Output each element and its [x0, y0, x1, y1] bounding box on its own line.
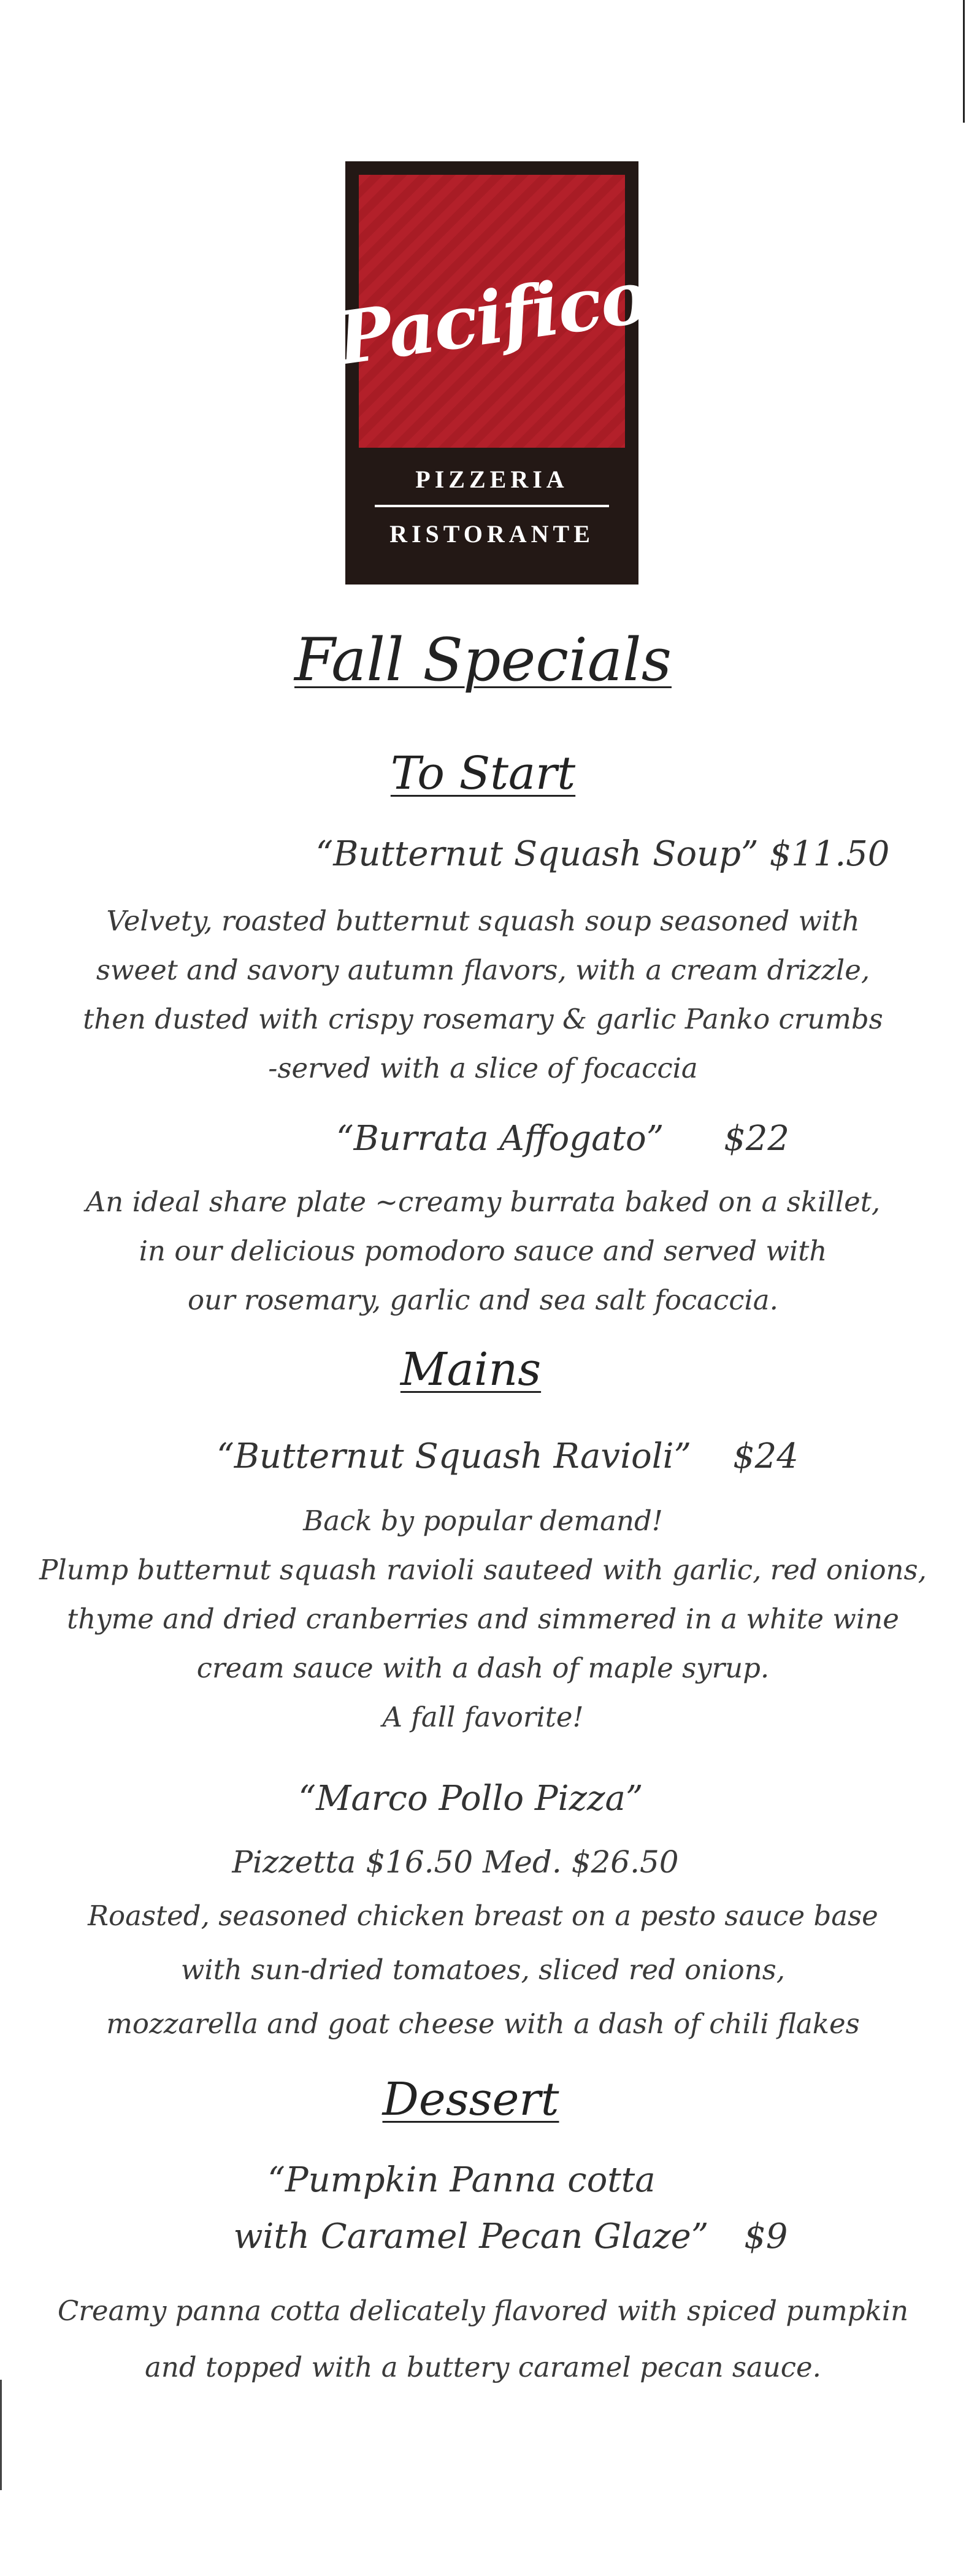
description-line: sweet and savory autumn flavors, with a cream drizzle,	[96, 954, 870, 986]
dish-name: “Butternut Squash Ravioli”	[217, 1436, 692, 1476]
dish-price: $9	[744, 2217, 788, 2256]
dish-title	[120, 834, 966, 874]
description-line: in our delicious pomodoro sauce and served with	[139, 1235, 827, 1267]
dish-price-line: Pizzetta $16.50 Med. $26.50	[232, 1844, 679, 1880]
dish-description	[0, 897, 966, 1093]
dish-price: $22	[724, 1119, 790, 1159]
logo-word-ristorante: RISTORANTE	[389, 520, 594, 548]
dish-description	[0, 2283, 966, 2396]
section-heading-mains: Mains	[400, 1343, 542, 1396]
description-line: with sun-dried tomatoes, sliced red onions,	[180, 1953, 786, 1986]
dish-description	[0, 1497, 966, 1742]
dish-name: “Butternut Squash Soup”	[315, 834, 759, 874]
description-line: Plump butternut squash ravioli sauteed with garlic, red onions,	[39, 1554, 927, 1586]
description-line: thyme and dried cranberries and simmered in a white wine	[67, 1603, 899, 1635]
description-line: A fall favorite!	[382, 1701, 584, 1733]
description-line: Roasted, seasoned chicken breast on a pesto sauce base	[88, 1899, 878, 1932]
dish-title	[0, 1779, 954, 1819]
description-line: Velvety, roasted butternut squash soup seasoned with	[106, 905, 860, 937]
section-heading-dessert: Dessert	[382, 2073, 559, 2126]
dish-title-line: “Pumpkin Panna cotta	[267, 2160, 656, 2200]
dish-title	[28, 2217, 966, 2256]
dish-price: $11.50	[769, 834, 890, 874]
dish-name: “Burrata Affogato”	[335, 1119, 664, 1159]
description-line: and topped with a buttery caramel pecan sauce.	[145, 2351, 821, 2383]
dish-description	[0, 1889, 966, 2051]
logo-script-name: Pacifico	[331, 253, 653, 381]
dish-name: with Caramel Pecan Glaze”	[233, 2217, 709, 2256]
dish-title	[25, 1436, 966, 1476]
dish-title	[80, 1119, 966, 1159]
description-line: Creamy panna cotta delicately flavored with spiced pumpkin	[57, 2294, 909, 2327]
description-line: -served with a slice of focaccia	[268, 1052, 698, 1084]
description-line: then dusted with crispy rosemary & garlic Panko crumbs	[83, 1003, 883, 1035]
dish-description	[0, 1178, 966, 1325]
description-line: Back by popular demand!	[303, 1505, 663, 1537]
restaurant-logo	[331, 161, 653, 585]
dish-name: “Marco Pollo Pizza”	[298, 1779, 643, 1819]
edge-line-top	[963, 0, 965, 123]
page-title: Fall Specials	[294, 626, 672, 694]
description-line: An ideal share plate ~creamy burrata baked on a skillet,	[85, 1186, 881, 1218]
description-line: cream sauce with a dash of maple syrup.	[196, 1652, 770, 1684]
section-heading-to-start: To Start	[390, 747, 576, 800]
dish-price: $24	[732, 1436, 799, 1476]
logo-red-panel	[331, 175, 653, 448]
logo-word-pizzeria: PIZZERIA	[415, 466, 569, 493]
description-line: our rosemary, garlic and sea salt focaccia.	[188, 1284, 778, 1316]
edge-line-bottom	[0, 2380, 2, 2490]
logo-divider	[375, 505, 609, 507]
description-line: mozzarella and goat cheese with a dash of chili flakes	[106, 2007, 860, 2040]
